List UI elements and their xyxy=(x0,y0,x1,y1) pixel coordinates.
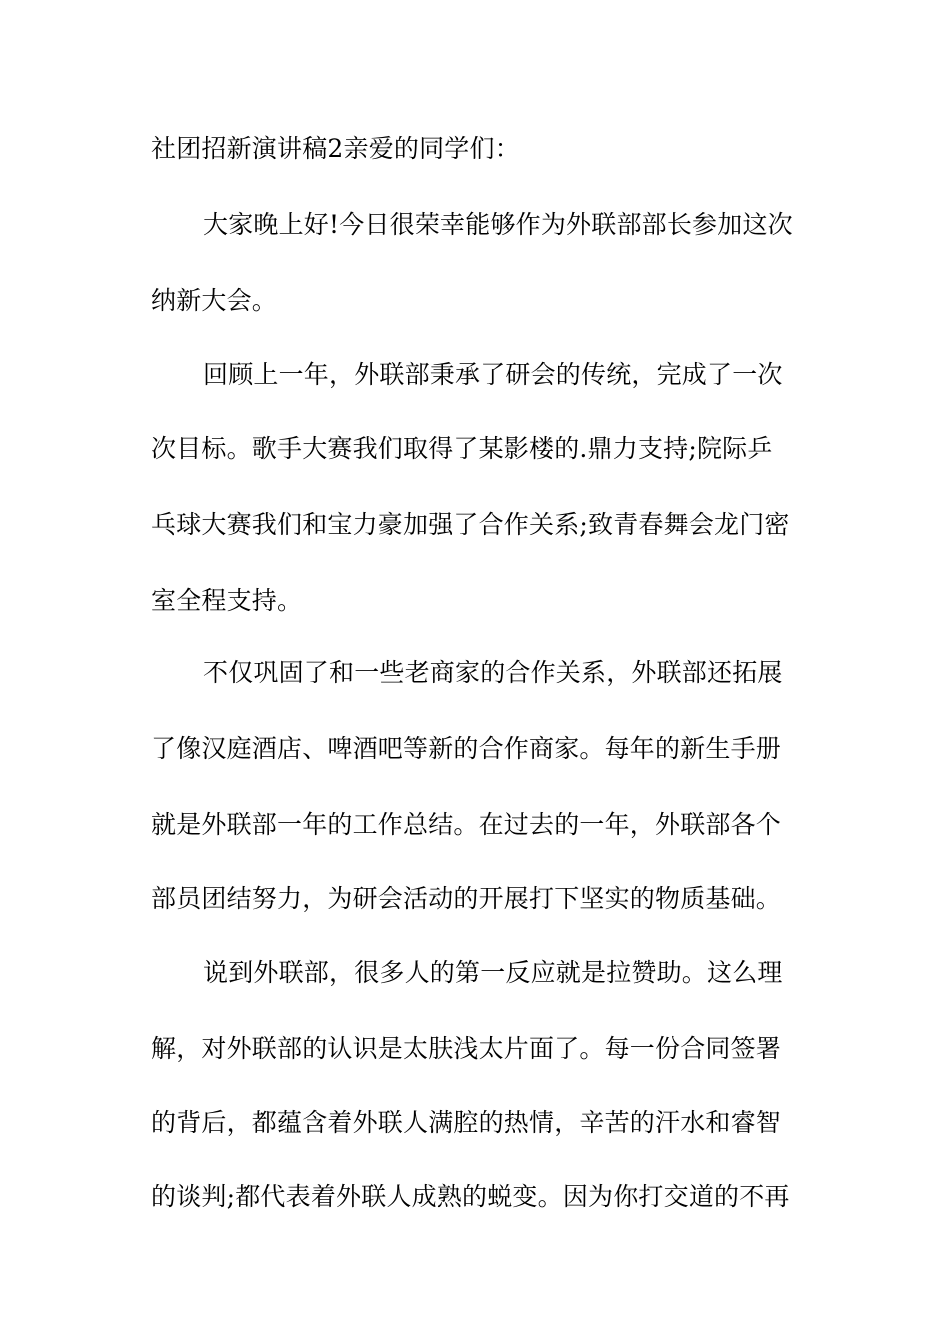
text-line: 说到外联部，很多人的第一反应就是拉赞助。这么理 xyxy=(203,958,783,987)
text-line: 大家晚上好!今日很荣幸能够作为外联部部长参加这次 xyxy=(203,210,793,239)
text-line: 社团招新演讲稿2亲爱的同学们： xyxy=(151,134,520,163)
text-line: 不仅巩固了和一些老商家的合作关系，外联部还拓展 xyxy=(203,658,783,687)
text-line: 次目标。歌手大赛我们取得了某影楼的.鼎力支持;院际乒 xyxy=(151,434,773,463)
text-line: 乓球大赛我们和宝力豪加强了合作关系;致青春舞会龙门密 xyxy=(151,510,790,539)
text-line: 室全程支持。 xyxy=(151,586,303,615)
text-line: 部员团结努力，为研会活动的开展打下坚实的物质基础。 xyxy=(151,884,782,913)
text-line: 了像汉庭酒店、啤酒吧等新的合作商家。每年的新生手册 xyxy=(151,734,782,763)
text-line: 解，对外联部的认识是太肤浅太片面了。每一份合同签署 xyxy=(151,1034,782,1063)
text-line: 纳新大会。 xyxy=(151,286,278,315)
text-line: 回顾上一年，外联部秉承了研会的传统，完成了一次 xyxy=(203,360,783,389)
text-line: 的谈判;都代表着外联人成熟的蜕变。因为你打交道的不再 xyxy=(151,1182,790,1211)
text-line: 的背后，都蕴含着外联人满腔的热情，辛苦的汗水和睿智 xyxy=(151,1108,782,1137)
text-line: 就是外联部一年的工作总结。在过去的一年，外联部各个 xyxy=(151,810,782,839)
